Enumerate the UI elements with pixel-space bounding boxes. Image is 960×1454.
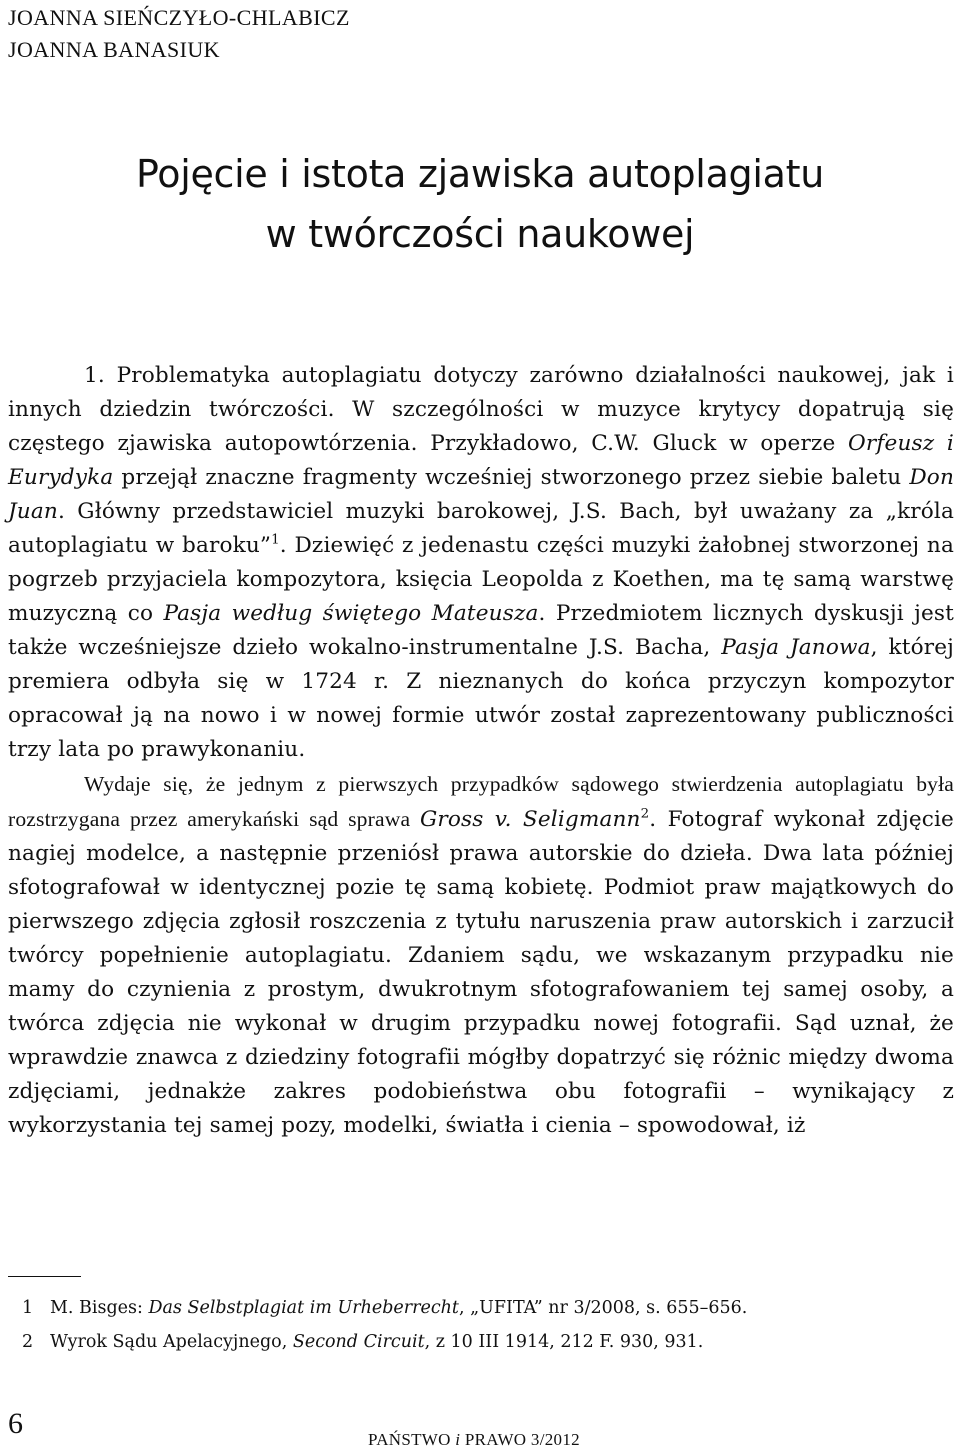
footnote-1-text-1: M. Bisges: <box>50 1298 149 1318</box>
paragraph-2 <box>8 767 954 1143</box>
paragraph-2-text-2: . Fotograf wykonał zdjęcie nagiej modelce, a następnie przeniósł prawa autorskie do dzieła. Dwa lata później sfotografował w identycznej pozie tę samą kobietę. Podmiot praw majątkowych do pierwszego zdjęcia zgłosił roszczenia z tytułu naruszenia praw autorskich i zarzucił twórcy popełnienie autoplagiatu. Zdaniem sądu, we wskazanym przypadku nie mamy do czynienia z prostym, dwukrotnym sfotografowaniem tej samej osoby, a twórca zdjęcia nie wykonał w drugim przypadku nowej fotografii. Sąd uznał, że wprawdzie znawca z dziedziny fotografii mógłby dopatrzyć się różnic między dwoma zdjęciami, jednakże zakres podobieństwa obu fotografii – wynikający z wykorzystania tej samej pozy, modelki, światła i cienia – spowodował, iż <box>8 807 954 1138</box>
paragraph-1-text-5: . Przedmiotem licznych dyskusji jest także wcześniejsze dzieło wokalno-instrumentalne J.S. Bacha, <box>8 601 954 660</box>
journal-name-conjunction: i <box>455 1430 461 1449</box>
footnote-1 <box>22 1296 747 1320</box>
footnote-separator <box>8 1276 81 1277</box>
footnote-ref-2: 2 <box>640 806 650 822</box>
footnote-2-court: Second Circuit <box>292 1332 425 1352</box>
authors <box>8 2 350 66</box>
paragraph-1-text-4: . Dziewięć z jedenastu części muzyki żałobnej stworzonej na pogrzeb przyjaciela kompozytora, księcia Leopolda z Koethen, ma tę samą warstwę muzyczną co <box>8 533 954 626</box>
work-title-pasja-mateusza: Pasja według świętego Mateusza <box>163 601 539 626</box>
article-title <box>0 144 960 264</box>
article-body <box>8 359 954 1143</box>
footnote-2-text-2: , z 10 III 1914, 212 F. 930, 931. <box>424 1332 704 1352</box>
paragraph-1-text-6: , której premiera odbyła się w 1724 r. Z nieznanych do końca przyczyn kompozytor opracował ją na nowo i w nowej formie utwór został zaprezentowany publiczności trzy lata po prawykonaniu. <box>8 635 954 762</box>
work-title-don-juan: Don Juan <box>8 465 954 524</box>
paragraph-1-text-3: . Główny przedstawiciel muzyki barokowej, J.S. Bach, był uważany za „króla autoplagiatu w baroku” <box>8 499 954 558</box>
paragraph-1-text-1: 1. Problematyka autoplagiatu dotyczy zarówno działalności naukowej, jak i innych dziedzin twórczości. W szczególności w muzyce krytycy dopatrują się częstego zjawiska autopowtórzenia. Przykładowo, C.W. Gluck w operze <box>8 363 954 456</box>
footnote-2-text-1: Wyrok Sądu Apelacyjnego, <box>50 1332 293 1352</box>
paragraph-1 <box>8 359 954 767</box>
footnote-1-text-2: , „UFITA” nr 3/2008, s. 655–656. <box>458 1298 748 1318</box>
author-1: JOANNA SIEŃCZYŁO-CHLABICZ <box>8 5 350 30</box>
work-title-orfeusz: Orfeusz i Eurydyka <box>8 431 954 490</box>
footnote-2 <box>22 1330 703 1354</box>
journal-name <box>368 1428 580 1452</box>
paragraph-1-text-2: przejął znaczne fragmenty wcześniej stworzonego przez siebie baletu <box>113 465 910 490</box>
work-title-pasja-janowa: Pasja Janowa <box>721 635 871 660</box>
title-line-1: Pojęcie i istota zjawiska autoplagiatu <box>135 152 825 196</box>
author-2: JOANNA BANASIUK <box>8 37 220 62</box>
footnote-2-number: 2 <box>22 1332 34 1352</box>
paragraph-2-text-1: Wydaje się, że jednym z pierwszych przypadków sądowego stwierdzenia autoplagiatu była rozstrzygana przez amerykański sąd sprawa <box>8 772 954 831</box>
footnote-1-title: Das Selbstplagiat im Urheberrecht <box>148 1298 459 1318</box>
title-line-2: w twórczości naukowej <box>265 212 695 256</box>
case-name: Gross v. Seligmann <box>420 807 641 832</box>
footnote-ref-1: 1 <box>271 532 280 548</box>
footnote-1-number: 1 <box>22 1298 34 1318</box>
journal-name-post: PRAWO 3/2012 <box>460 1430 580 1449</box>
page-number: 6 <box>8 1407 23 1440</box>
journal-name-pre: PAŃSTWO <box>368 1430 456 1449</box>
